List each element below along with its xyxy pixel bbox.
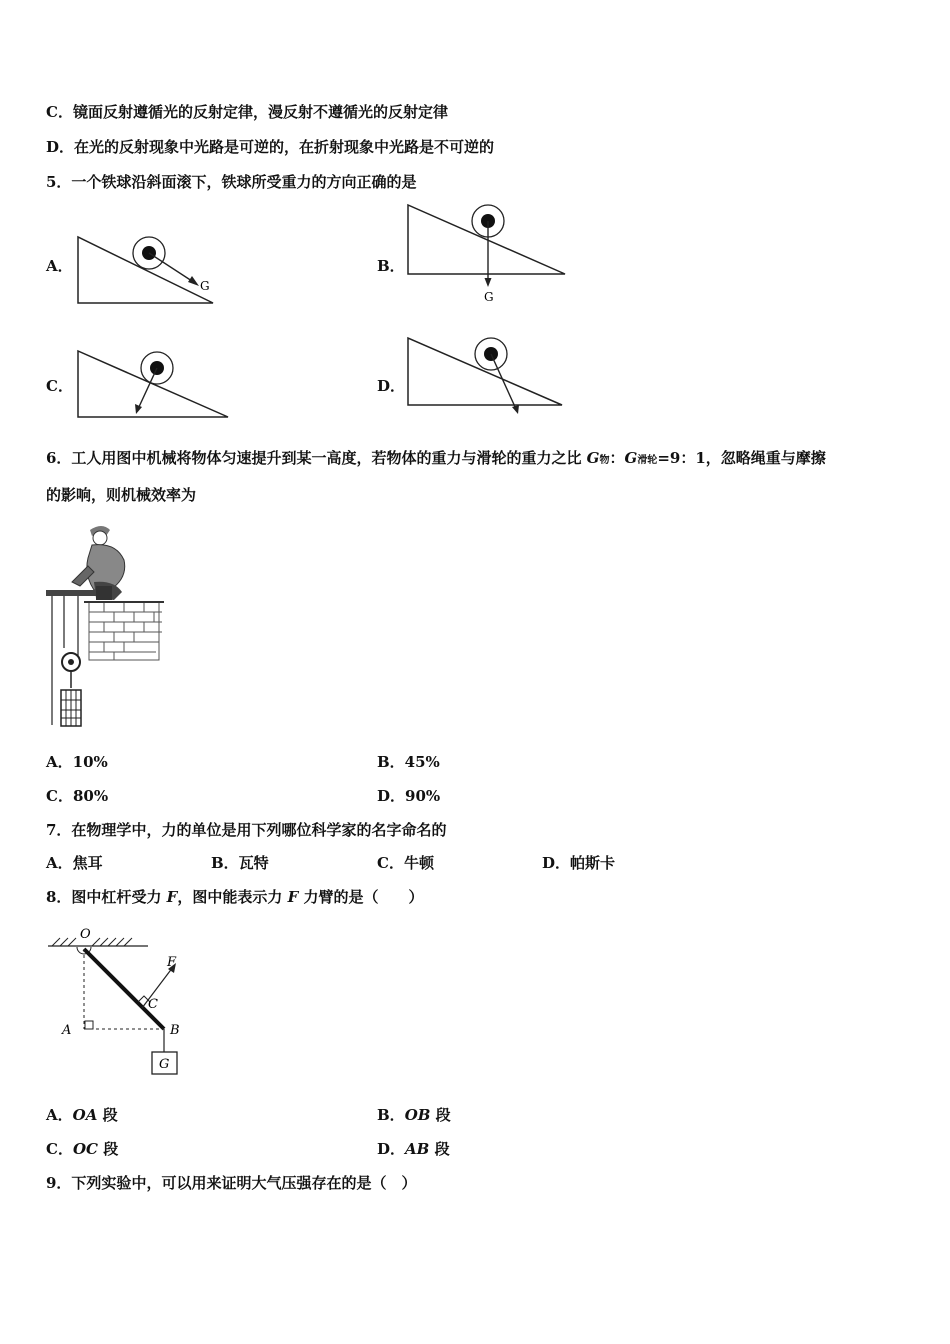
q6-option-d: D．90%: [377, 787, 441, 805]
q6-stem-prefix: 6．工人用图中机械将物体匀速提升到某一高度，若物体的重力与滑轮的重力之比: [46, 449, 587, 467]
q8-option-d-prefix: D．: [377, 1140, 406, 1158]
q5-label-b: B．: [377, 257, 405, 275]
q7-stem: 7．在物理学中，力的单位是用下列哪位科学家的名字命名的: [46, 821, 447, 839]
q8-option-b-seg: OB: [404, 1106, 431, 1124]
q8-force-f2: F: [287, 888, 299, 906]
option-d-prev: D．在光的反射现象中光路是可逆的，在折射现象中光路是不可逆的: [46, 138, 495, 156]
q8-label-c: C: [148, 997, 158, 1012]
option-c-prev: C．镜面反射遵循光的反射定律，漫反射不遵循光的反射定律: [46, 103, 448, 121]
q5-diagram-d: [400, 335, 570, 425]
q8-option-b: [377, 1104, 451, 1125]
q8-option-d-suffix: 段: [429, 1140, 450, 1158]
q5-label-d: D．: [377, 377, 406, 395]
q8-option-b-prefix: B．: [377, 1106, 405, 1124]
q5-diagram-b: [400, 200, 570, 310]
q6-stem-line1: [46, 447, 826, 468]
q8-option-b-suffix: 段: [430, 1106, 451, 1124]
q5-diagram-a: [70, 225, 220, 310]
q6-g-object: G: [586, 449, 600, 467]
q8-lever-diagram: [46, 922, 196, 1082]
q6-sub-object: 物: [599, 455, 610, 466]
q8-option-c-prefix: C．: [46, 1140, 73, 1158]
q8-stem-c: 力臂的是（ ）: [298, 888, 424, 906]
q6-sub-pulley: 滑轮: [637, 455, 658, 466]
q7-option-d: D．帕斯卡: [542, 854, 616, 872]
q8-label-b: B: [170, 1023, 180, 1038]
q8-stem-a: 8．图中杠杆受力: [46, 888, 167, 906]
q8-option-c: [46, 1138, 118, 1159]
q8-label-g: G: [159, 1057, 170, 1072]
q8-option-a-seg: OA: [72, 1106, 98, 1124]
q7-option-a: A．焦耳: [46, 854, 103, 872]
q6-g-pulley: G: [624, 449, 638, 467]
q6-option-b: B．45%: [377, 753, 440, 771]
q6-sep: ：: [609, 449, 625, 467]
q8-option-c-seg: OC: [72, 1140, 98, 1158]
q5-a-g-label: G: [200, 279, 210, 293]
q8-option-a: [46, 1104, 118, 1125]
q8-option-d: [377, 1138, 450, 1159]
q8-option-a-suffix: 段: [97, 1106, 118, 1124]
q6-stem-line2: 的影响，则机械效率为: [46, 486, 197, 504]
q5-b-g-label: G: [484, 290, 494, 304]
q6-ratio: =9：1，忽略绳重与摩擦: [657, 449, 826, 467]
q7-option-b: B．瓦特: [211, 854, 269, 872]
q6-worker-pulley-illustration: [44, 520, 169, 730]
q6-option-c: C．80%: [46, 787, 109, 805]
q6-option-a: A．10%: [46, 753, 108, 771]
q5-stem: 5．一个铁球沿斜面滚下，铁球所受重力的方向正确的是: [46, 173, 417, 191]
q8-stem: [46, 886, 423, 907]
q8-stem-b: ，图中能表示力: [177, 888, 288, 906]
q5-label-a: A．: [46, 257, 73, 275]
q5-label-c: C．: [46, 377, 73, 395]
q8-option-d-seg: AB: [405, 1140, 430, 1158]
q8-label-f: F: [167, 955, 177, 970]
q8-option-a-prefix: A．: [46, 1106, 73, 1124]
q8-option-c-suffix: 段: [97, 1140, 119, 1158]
q9-stem: 9．下列实验中，可以用来证明大气压强存在的是（ ）: [46, 1174, 417, 1192]
q5-diagram-c: [70, 345, 235, 425]
q7-option-c: C．牛顿: [377, 854, 434, 872]
q8-label-a: A: [62, 1023, 72, 1038]
q8-label-o: O: [80, 927, 91, 942]
q8-force-f1: F: [166, 888, 178, 906]
